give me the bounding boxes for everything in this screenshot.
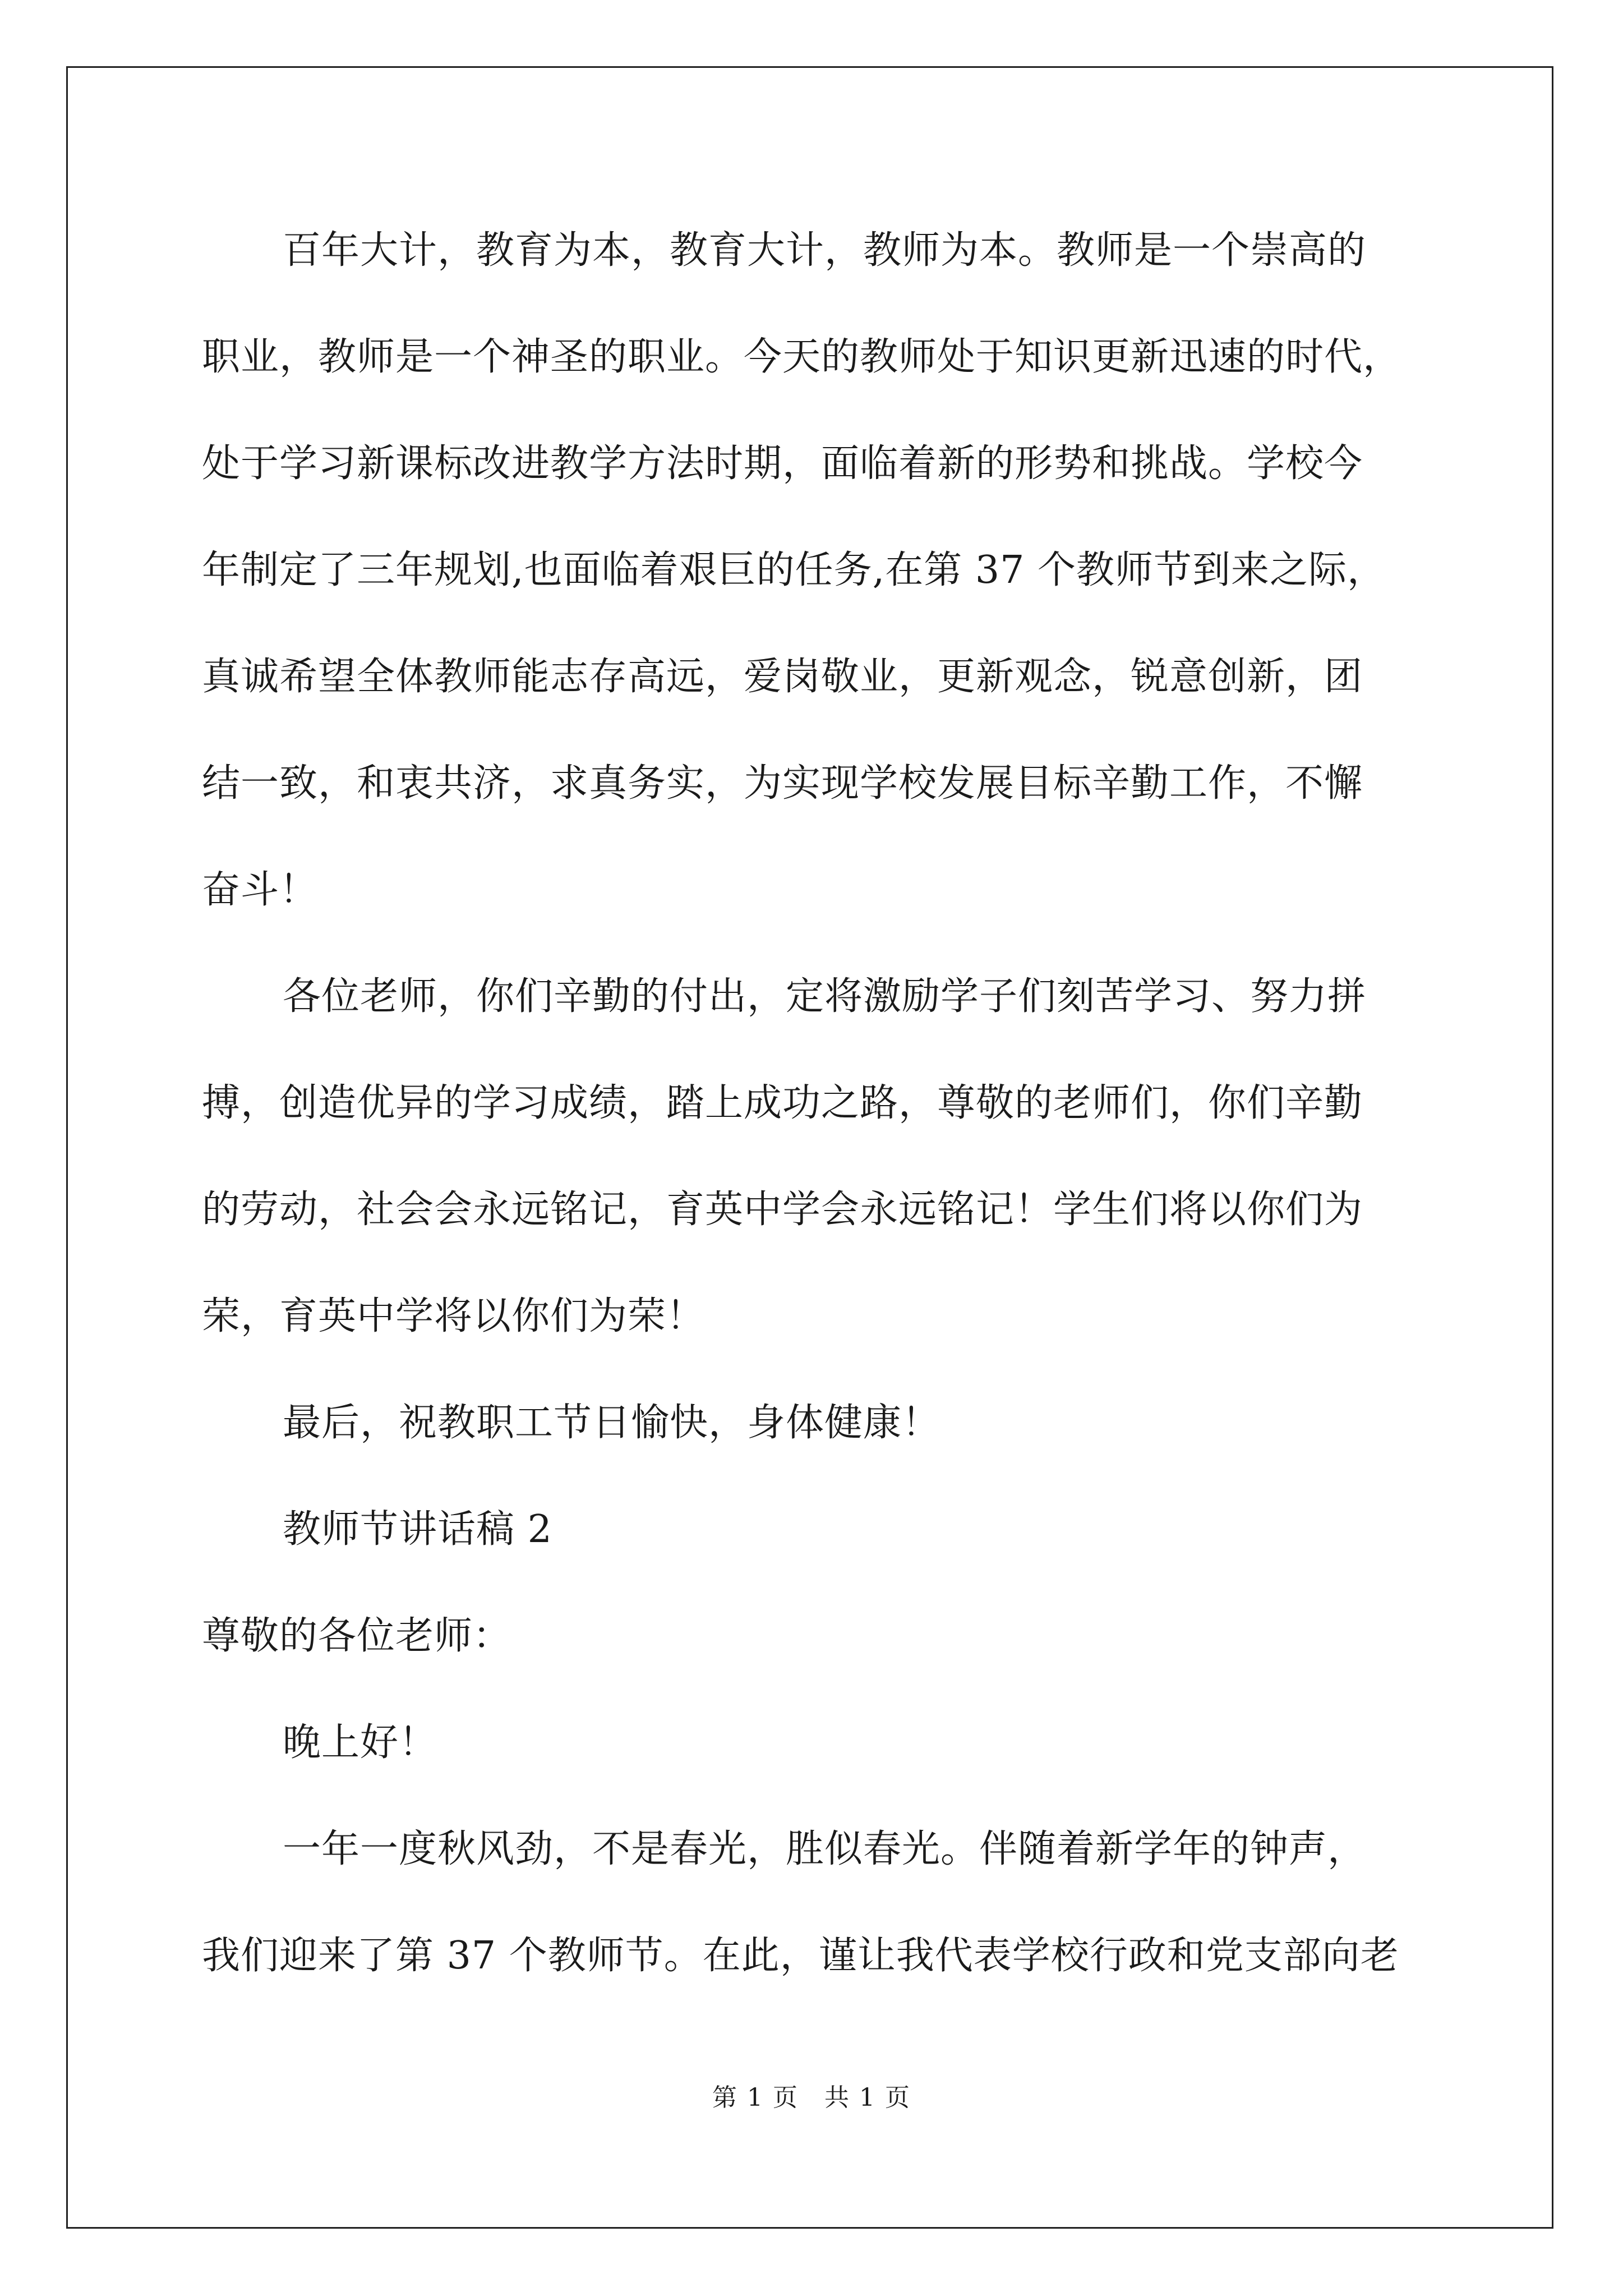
text-line: 年制定了三年规划,也面临着艰巨的任务,在第 37 个教师节到来之际， <box>202 548 1386 592</box>
text-line: 结一致，和衷共济，求真务实，为实现学校发展目标辛勤工作，不懈 <box>202 761 1363 806</box>
text-line: 处于学习新课标改进教学方法时期，面临着新的形势和挑战。学校今 <box>202 441 1363 486</box>
text-line: 职业，教师是一个神圣的职业。今天的教师处于知识更新迅速的时代， <box>202 335 1402 379</box>
text-line: 的劳动，社会会永远铭记，育英中学会永远铭记！学生们将以你们为 <box>202 1188 1363 1232</box>
greeting: 晚上好！ <box>283 1720 438 1765</box>
text-line: 荣，育英中学将以你们为荣！ <box>202 1294 706 1338</box>
text-line: 我们迎来了第 37 个教师节。在此，谨让我代表学校行政和党支部向老 <box>202 1934 1399 1978</box>
text-line: 搏，创造优异的学习成绩，踏上成功之路，尊敬的老师们，你们辛勤 <box>202 1081 1363 1125</box>
page-border <box>66 66 1553 2229</box>
text-line: 一年一度秋风劲，不是春光，胜似春光。伴随着新学年的钟声， <box>283 1827 1367 1871</box>
text-line: 百年大计，教育为本，教育大计，教师为本。教师是一个崇高的 <box>283 228 1367 273</box>
text-line: 各位老师，你们辛勤的付出，定将激励学子们刻苦学习、努力拼 <box>283 974 1367 1019</box>
text-line: 真诚希望全体教师能志存高远，爱岗敬业，更新观念，锐意创新，团 <box>202 655 1363 699</box>
text-line: 奋斗！ <box>202 868 319 912</box>
salutation: 尊敬的各位老师： <box>202 1614 512 1658</box>
text-line: 最后，祝教职工节日愉快，身体健康！ <box>283 1401 941 1445</box>
section-title: 教师节讲话稿 2 <box>283 1507 552 1552</box>
page-number: 第 1 页 共 1 页 <box>712 2083 911 2112</box>
